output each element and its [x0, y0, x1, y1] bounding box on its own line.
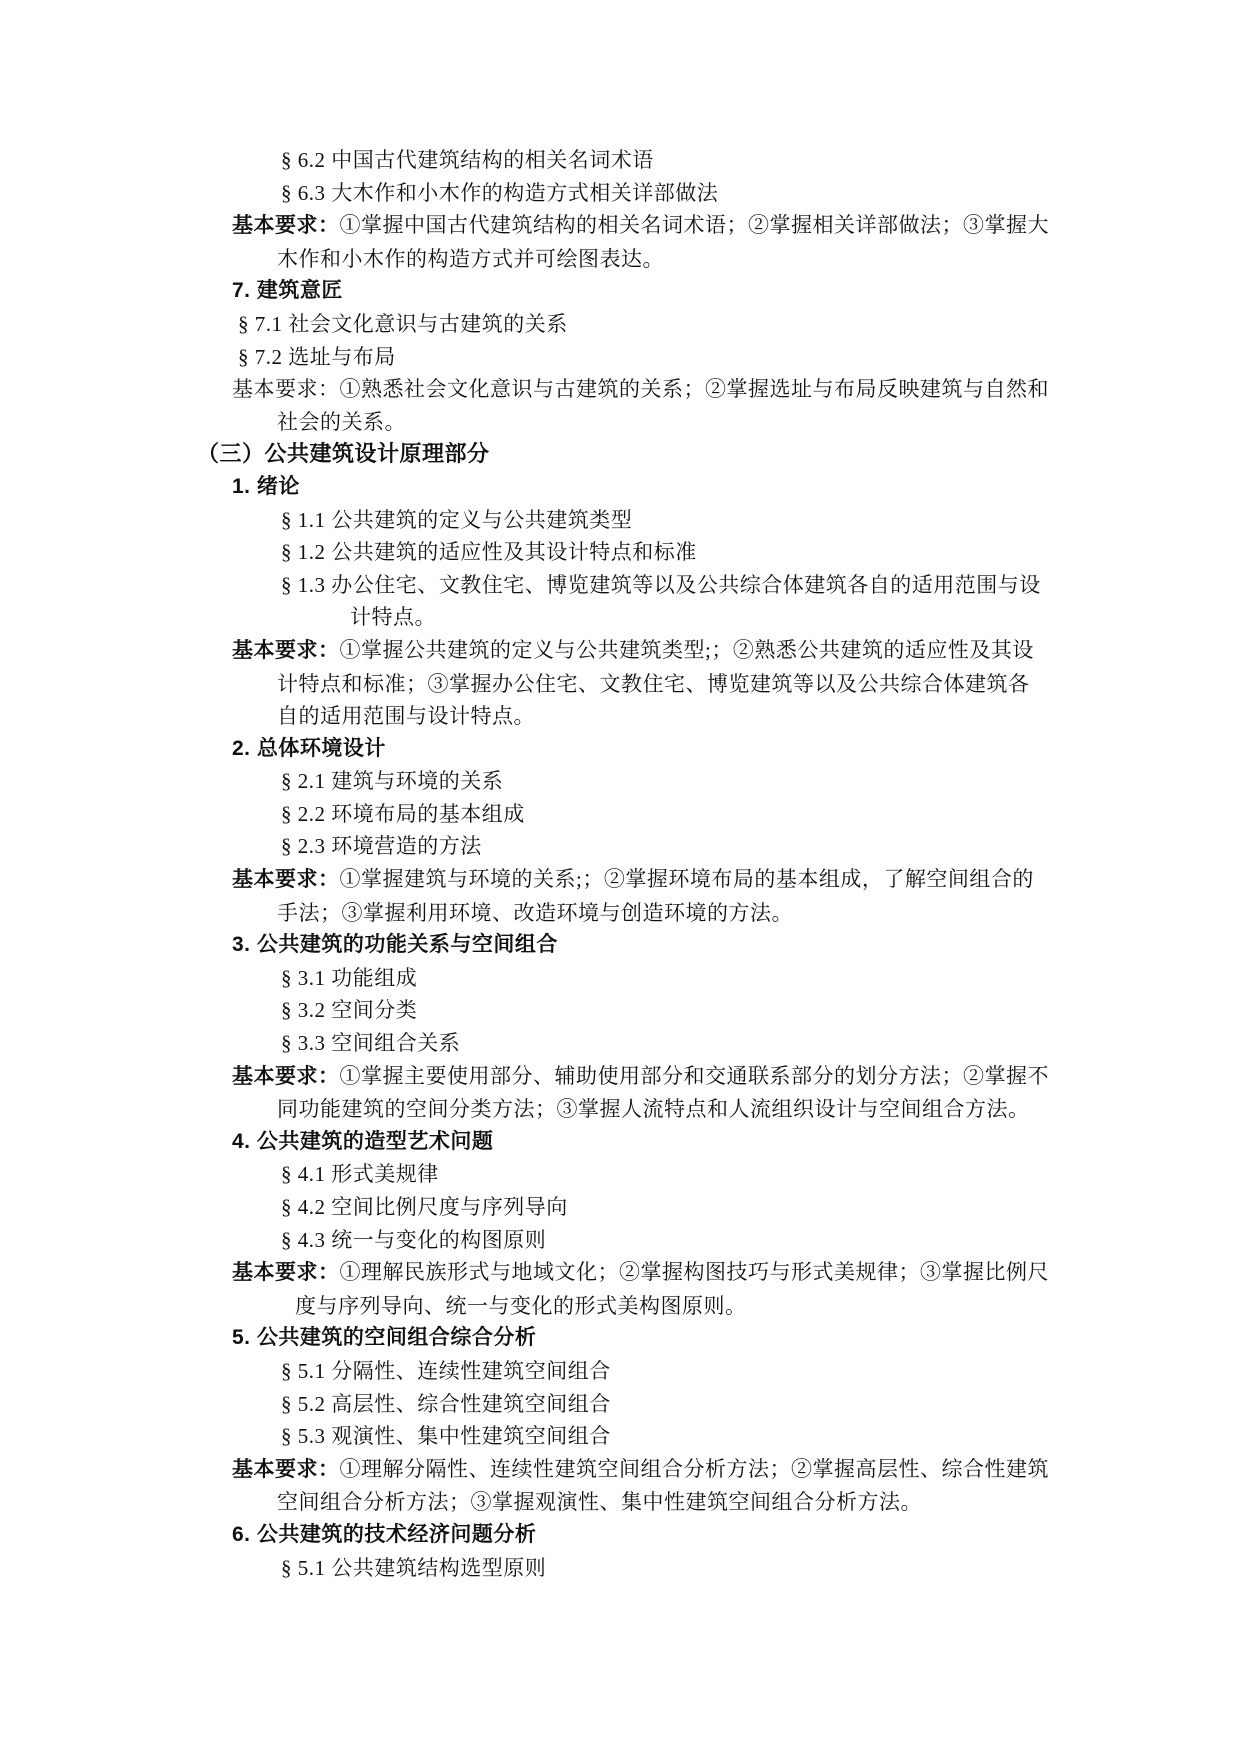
requirement-label: 基本要求： — [232, 214, 340, 238]
syllabus-item: § 4.2 空间比例尺度与序列导向 — [281, 1195, 568, 1219]
requirement-line — [232, 1453, 1240, 1487]
requirement-line — [232, 1256, 1240, 1290]
syllabus-item: § 5.2 高层性、综合性建筑空间组合 — [281, 1391, 611, 1416]
continuation-line: 自的适用范围与设计特点。 — [277, 704, 535, 729]
chapter-heading: 3. 公共建筑的功能关系与空间组合 — [232, 933, 558, 957]
requirement-line — [232, 373, 1240, 406]
requirement-line — [232, 634, 1240, 668]
continuation-line: 度与序列导向、统一与变化的形式美构图原则。 — [295, 1293, 747, 1318]
syllabus-item: § 2.1 建筑与环境的关系 — [281, 769, 504, 794]
chapter-heading: 2. 总体环境设计 — [232, 736, 386, 760]
requirement-text: ①理解分隔性、连续性建筑空间组合分析方法；②掌握高层性、综合性建筑 — [339, 1456, 1049, 1481]
requirement-label: 基本要求： — [232, 1261, 340, 1285]
syllabus-item: § 6.3 大木作和小木作的构造方式相关详部做法 — [281, 180, 719, 205]
requirement-text: ①掌握公共建筑的定义与公共建筑类型;；②熟悉公共建筑的适应性及其设 — [339, 637, 1034, 662]
syllabus-item: § 6.2 中国古代建筑结构的相关名词术语 — [281, 148, 654, 172]
syllabus-item: § 5.1 分隔性、连续性建筑空间组合 — [281, 1358, 611, 1383]
requirement-text: ①掌握建筑与环境的关系;；②掌握环境布局的基本组成，了解空间组合的 — [339, 867, 1034, 892]
syllabus-item: § 1.2 公共建筑的适应性及其设计特点和标准 — [281, 540, 697, 565]
syllabus-item: § 4.1 形式美规律 — [281, 1162, 439, 1187]
document-page — [0, 144, 1240, 1584]
chapter-heading: 4. 公共建筑的造型艺术问题 — [232, 1129, 494, 1153]
requirement-label: 基本要求： — [232, 1064, 340, 1088]
syllabus-item: § 3.2 空间分类 — [281, 998, 418, 1023]
requirement-label: 基本要求： — [232, 377, 340, 402]
requirement-label: 基本要求： — [232, 1457, 340, 1481]
continuation-line: 社会的关系。 — [277, 409, 406, 434]
syllabus-item: § 2.3 环境营造的方法 — [281, 834, 482, 859]
continuation-line: 木作和小木作的构造方式并可绘图表达。 — [277, 246, 664, 271]
syllabus-item: § 3.3 空间组合关系 — [281, 1031, 461, 1056]
chapter-heading: 1. 绪论 — [232, 474, 300, 498]
syllabus-item: § 2.2 环境布局的基本组成 — [281, 801, 525, 826]
requirement-line — [232, 209, 1240, 243]
continuation-line: 计特点。 — [350, 605, 436, 630]
syllabus-item: § 7.2 选址与布局 — [238, 344, 396, 369]
section-heading: （三）公共建筑设计原理部分 — [197, 441, 490, 467]
syllabus-item: § 3.1 功能组成 — [281, 965, 418, 990]
syllabus-item: § 1.1 公共建筑的定义与公共建筑类型 — [281, 507, 633, 532]
syllabus-item: § 5.1 公共建筑结构选型原则 — [281, 1555, 547, 1580]
continuation-line: 手法；③掌握利用环境、改造环境与创造环境的方法。 — [277, 900, 793, 925]
requirement-text: ①掌握主要使用部分、辅助使用部分和交通联系部分的划分方法；②掌握不 — [339, 1063, 1049, 1088]
requirement-label: 基本要求： — [232, 638, 340, 662]
chapter-heading: 7. 建筑意匠 — [232, 279, 343, 303]
continuation-line: 同功能建筑的空间分类方法；③掌握人流特点和人流组织设计与空间组合方法。 — [277, 1097, 1030, 1122]
requirement-label: 基本要求： — [232, 868, 340, 892]
syllabus-item: § 4.3 统一与变化的构图原则 — [281, 1227, 547, 1252]
chapter-heading: 5. 公共建筑的空间组合综合分析 — [232, 1326, 537, 1350]
chapter-heading: 6. 公共建筑的技术经济问题分析 — [232, 1522, 537, 1546]
continuation-line: 计特点和标准；③掌握办公住宅、文教住宅、博览建筑等以及公共综合体建筑各 — [277, 671, 1030, 696]
requirement-line — [232, 1060, 1240, 1094]
requirement-text: ①掌握中国古代建筑结构的相关名词术语；②掌握相关详部做法；③掌握大 — [339, 213, 1049, 238]
syllabus-item: § 7.1 社会文化意识与古建筑的关系 — [238, 311, 568, 336]
requirement-line — [232, 863, 1240, 897]
syllabus-item: § 1.3 办公住宅、文教住宅、博览建筑等以及公共综合体建筑各自的适用范围与设 — [281, 572, 1041, 597]
continuation-line: 空间组合分析方法；③掌握观演性、集中性建筑空间组合分析方法。 — [277, 1490, 922, 1515]
syllabus-item: § 5.3 观演性、集中性建筑空间组合 — [281, 1424, 611, 1449]
requirement-text: ①理解民族形式与地域文化；②掌握构图技巧与形式美规律；③掌握比例尺 — [339, 1260, 1049, 1285]
requirement-text: ①熟悉社会文化意识与古建筑的关系；②掌握选址与布局反映建筑与自然和 — [339, 377, 1049, 402]
